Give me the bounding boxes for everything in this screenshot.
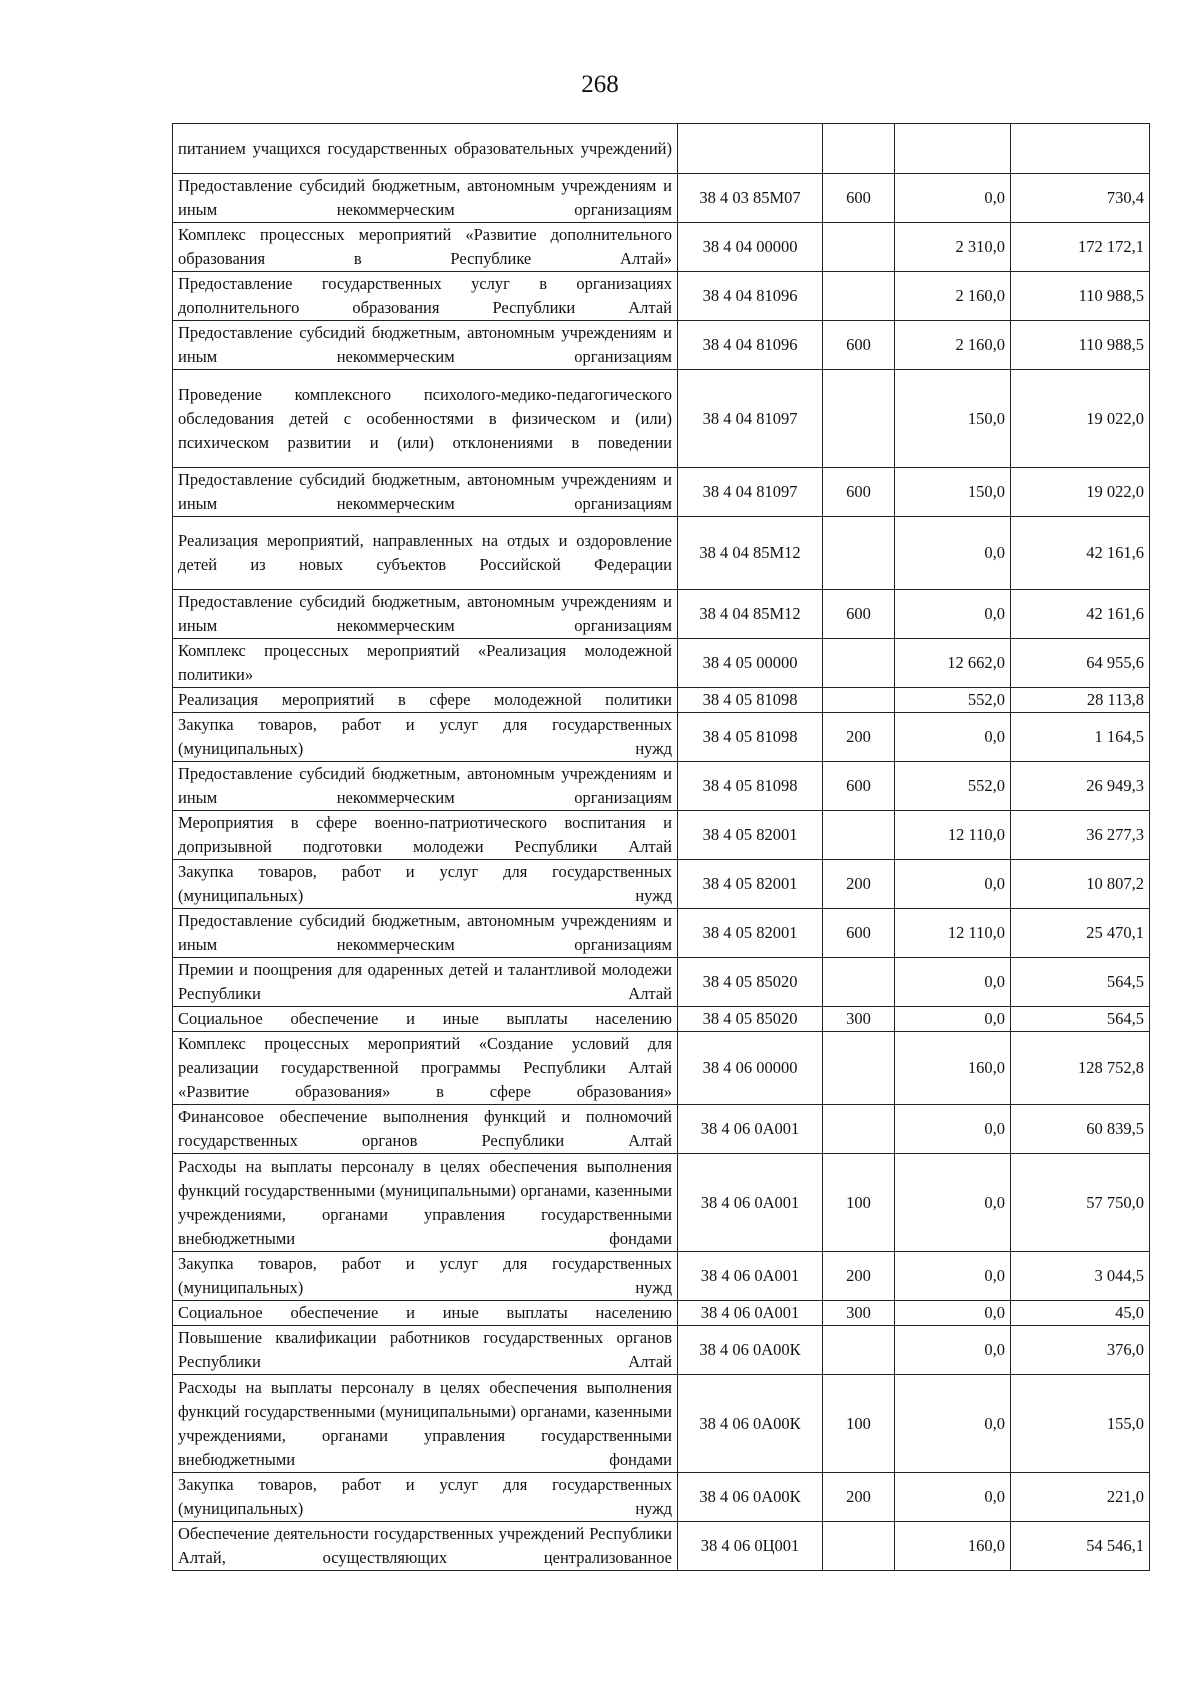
row-item-name: Мероприятия в сфере военно-патриотического воспитания и допризывной подготовки молодежи Республики Алтай xyxy=(173,811,678,860)
row-amount-2: 564,5 xyxy=(1011,1007,1150,1032)
row-amount-2: 10 807,2 xyxy=(1011,860,1150,909)
row-expense-type xyxy=(823,688,895,713)
row-target-code: 38 4 06 0А00К xyxy=(678,1375,823,1473)
row-amount-1: 0,0 xyxy=(895,1301,1011,1326)
table-row xyxy=(173,223,1150,272)
row-target-code: 38 4 04 81096 xyxy=(678,272,823,321)
row-expense-type xyxy=(823,223,895,272)
row-expense-type: 600 xyxy=(823,468,895,517)
row-target-code: 38 4 06 0А001 xyxy=(678,1154,823,1252)
row-amount-1: 150,0 xyxy=(895,370,1011,468)
row-amount-2: 45,0 xyxy=(1011,1301,1150,1326)
row-expense-type xyxy=(823,639,895,688)
table-row xyxy=(173,174,1150,223)
table-row xyxy=(173,1326,1150,1375)
row-target-code: 38 4 04 81097 xyxy=(678,370,823,468)
row-amount-2: 57 750,0 xyxy=(1011,1154,1150,1252)
row-amount-1: 0,0 xyxy=(895,1105,1011,1154)
table-row xyxy=(173,713,1150,762)
row-amount-1: 12 110,0 xyxy=(895,909,1011,958)
row-amount-2: 3 044,5 xyxy=(1011,1252,1150,1301)
row-expense-type: 200 xyxy=(823,1473,895,1522)
row-target-code xyxy=(678,124,823,174)
row-item-name: Повышение квалификации работников государственных органов Республики Алтай xyxy=(173,1326,678,1375)
row-amount-1: 0,0 xyxy=(895,590,1011,639)
row-amount-2 xyxy=(1011,124,1150,174)
row-item-name: Предоставление субсидий бюджетным, автономным учреждениям и иным некоммерческим организациям xyxy=(173,321,678,370)
row-expense-type xyxy=(823,1032,895,1105)
row-target-code: 38 4 06 0А001 xyxy=(678,1252,823,1301)
row-expense-type: 100 xyxy=(823,1154,895,1252)
table-row xyxy=(173,590,1150,639)
row-expense-type xyxy=(823,958,895,1007)
row-target-code: 38 4 05 82001 xyxy=(678,811,823,860)
row-expense-type xyxy=(823,1522,895,1571)
table-row xyxy=(173,124,1150,174)
row-expense-type: 300 xyxy=(823,1301,895,1326)
row-amount-1: 0,0 xyxy=(895,958,1011,1007)
row-expense-type xyxy=(823,1105,895,1154)
row-expense-type: 600 xyxy=(823,909,895,958)
row-amount-2: 42 161,6 xyxy=(1011,517,1150,590)
table-row xyxy=(173,860,1150,909)
table-row xyxy=(173,1154,1150,1252)
row-item-name: Социальное обеспечение и иные выплаты населению xyxy=(173,1007,678,1032)
row-expense-type: 200 xyxy=(823,1252,895,1301)
row-target-code: 38 4 06 0А00К xyxy=(678,1473,823,1522)
row-item-name: Социальное обеспечение и иные выплаты населению xyxy=(173,1301,678,1326)
row-amount-2: 1 164,5 xyxy=(1011,713,1150,762)
row-item-name: Предоставление субсидий бюджетным, автономным учреждениям и иным некоммерческим организациям xyxy=(173,590,678,639)
row-item-name: Комплекс процессных мероприятий «Реализация молодежной политики» xyxy=(173,639,678,688)
row-amount-2: 564,5 xyxy=(1011,958,1150,1007)
row-amount-2: 19 022,0 xyxy=(1011,468,1150,517)
row-item-name: Предоставление субсидий бюджетным, автономным учреждениям и иным некоммерческим организациям xyxy=(173,468,678,517)
table-row xyxy=(173,909,1150,958)
page-number: 268 xyxy=(581,71,619,98)
row-amount-2: 19 022,0 xyxy=(1011,370,1150,468)
table-row xyxy=(173,811,1150,860)
row-target-code: 38 4 04 85М12 xyxy=(678,517,823,590)
row-item-name: Предоставление государственных услуг в организациях дополнительного образования Республики Алтай xyxy=(173,272,678,321)
row-target-code: 38 4 06 0А00К xyxy=(678,1326,823,1375)
row-expense-type xyxy=(823,1326,895,1375)
row-item-name: Закупка товаров, работ и услуг для государственных (муниципальных) нужд xyxy=(173,1473,678,1522)
row-expense-type: 600 xyxy=(823,762,895,811)
row-expense-type xyxy=(823,272,895,321)
row-item-name: Расходы на выплаты персоналу в целях обеспечения выполнения функций государственными (муниципальными) органами, казенными учреждениями, органами управления государственными внебюджетными фондами xyxy=(173,1375,678,1473)
row-target-code: 38 4 06 00000 xyxy=(678,1032,823,1105)
row-amount-2: 155,0 xyxy=(1011,1375,1150,1473)
row-amount-2: 64 955,6 xyxy=(1011,639,1150,688)
row-amount-2: 25 470,1 xyxy=(1011,909,1150,958)
row-amount-1: 2 160,0 xyxy=(895,272,1011,321)
row-amount-2: 60 839,5 xyxy=(1011,1105,1150,1154)
table-row xyxy=(173,1473,1150,1522)
row-item-name: Предоставление субсидий бюджетным, автономным учреждениям и иным некоммерческим организациям xyxy=(173,762,678,811)
row-amount-2: 110 988,5 xyxy=(1011,272,1150,321)
row-amount-1: 12 662,0 xyxy=(895,639,1011,688)
row-amount-1 xyxy=(895,124,1011,174)
row-amount-1: 0,0 xyxy=(895,1007,1011,1032)
row-amount-2: 128 752,8 xyxy=(1011,1032,1150,1105)
row-target-code: 38 4 06 0А001 xyxy=(678,1105,823,1154)
table-row xyxy=(173,762,1150,811)
row-target-code: 38 4 04 00000 xyxy=(678,223,823,272)
table-row xyxy=(173,468,1150,517)
row-target-code: 38 4 04 81097 xyxy=(678,468,823,517)
row-item-name: Финансовое обеспечение выполнения функций и полномочий государственных органов Республики Алтай xyxy=(173,1105,678,1154)
row-target-code: 38 4 05 85020 xyxy=(678,958,823,1007)
row-amount-1: 0,0 xyxy=(895,1252,1011,1301)
row-item-name: Закупка товаров, работ и услуг для государственных (муниципальных) нужд xyxy=(173,860,678,909)
row-expense-type: 100 xyxy=(823,1375,895,1473)
row-target-code: 38 4 05 00000 xyxy=(678,639,823,688)
row-target-code: 38 4 04 81096 xyxy=(678,321,823,370)
row-amount-2: 54 546,1 xyxy=(1011,1522,1150,1571)
table-row xyxy=(173,958,1150,1007)
row-amount-1: 0,0 xyxy=(895,713,1011,762)
row-amount-1: 160,0 xyxy=(895,1032,1011,1105)
row-amount-1: 160,0 xyxy=(895,1522,1011,1571)
row-expense-type xyxy=(823,811,895,860)
row-amount-1: 552,0 xyxy=(895,688,1011,713)
row-item-name: Закупка товаров, работ и услуг для государственных (муниципальных) нужд xyxy=(173,1252,678,1301)
table-row xyxy=(173,1007,1150,1032)
row-amount-1: 2 160,0 xyxy=(895,321,1011,370)
row-amount-1: 2 310,0 xyxy=(895,223,1011,272)
row-expense-type xyxy=(823,370,895,468)
row-amount-1: 0,0 xyxy=(895,1473,1011,1522)
row-target-code: 38 4 05 81098 xyxy=(678,713,823,762)
row-target-code: 38 4 06 0Ц001 xyxy=(678,1522,823,1571)
table-row xyxy=(173,321,1150,370)
table-row xyxy=(173,370,1150,468)
row-expense-type: 200 xyxy=(823,860,895,909)
row-target-code: 38 4 05 82001 xyxy=(678,860,823,909)
table-row xyxy=(173,1252,1150,1301)
row-expense-type: 300 xyxy=(823,1007,895,1032)
row-expense-type: 200 xyxy=(823,713,895,762)
table-row xyxy=(173,639,1150,688)
table-row xyxy=(173,517,1150,590)
row-target-code: 38 4 05 85020 xyxy=(678,1007,823,1032)
row-amount-2: 376,0 xyxy=(1011,1326,1150,1375)
row-amount-1: 0,0 xyxy=(895,1326,1011,1375)
row-item-name: питанием учащихся государственных образовательных учреждений) xyxy=(173,124,678,174)
row-amount-2: 26 949,3 xyxy=(1011,762,1150,811)
row-target-code: 38 4 03 85М07 xyxy=(678,174,823,223)
table-row xyxy=(173,1301,1150,1326)
row-amount-1: 0,0 xyxy=(895,174,1011,223)
row-item-name: Расходы на выплаты персоналу в целях обеспечения выполнения функций государственными (муниципальными) органами, казенными учреждениями, органами управления государственными внебюджетными фондами xyxy=(173,1154,678,1252)
row-amount-2: 36 277,3 xyxy=(1011,811,1150,860)
table-row xyxy=(173,1375,1150,1473)
row-expense-type xyxy=(823,517,895,590)
row-amount-1: 150,0 xyxy=(895,468,1011,517)
row-amount-1: 0,0 xyxy=(895,860,1011,909)
row-item-name: Комплекс процессных мероприятий «Создание условий для реализации государственной программы Республики Алтай «Развитие образования» в сфере образования» xyxy=(173,1032,678,1105)
row-target-code: 38 4 06 0А001 xyxy=(678,1301,823,1326)
table-row xyxy=(173,1522,1150,1571)
row-item-name: Обеспечение деятельности государственных учреждений Республики Алтай, осуществляющих централизованное xyxy=(173,1522,678,1571)
table-row xyxy=(173,1032,1150,1105)
row-amount-2: 221,0 xyxy=(1011,1473,1150,1522)
table-row xyxy=(173,688,1150,713)
row-target-code: 38 4 05 82001 xyxy=(678,909,823,958)
row-item-name: Реализация мероприятий в сфере молодежной политики xyxy=(173,688,678,713)
row-expense-type: 600 xyxy=(823,321,895,370)
row-target-code: 38 4 05 81098 xyxy=(678,688,823,713)
row-amount-1: 0,0 xyxy=(895,517,1011,590)
budget-table xyxy=(172,123,1150,1571)
row-target-code: 38 4 05 81098 xyxy=(678,762,823,811)
row-amount-2: 28 113,8 xyxy=(1011,688,1150,713)
table-row xyxy=(173,1105,1150,1154)
budget-table-body xyxy=(173,124,1150,1571)
row-item-name: Реализация мероприятий, направленных на отдых и оздоровление детей из новых субъектов Российской Федерации xyxy=(173,517,678,590)
row-amount-1: 0,0 xyxy=(895,1375,1011,1473)
row-amount-1: 552,0 xyxy=(895,762,1011,811)
row-amount-2: 172 172,1 xyxy=(1011,223,1150,272)
row-item-name: Премии и поощрения для одаренных детей и талантливой молодежи Республики Алтай xyxy=(173,958,678,1007)
row-item-name: Предоставление субсидий бюджетным, автономным учреждениям и иным некоммерческим организациям xyxy=(173,174,678,223)
row-item-name: Комплекс процессных мероприятий «Развитие дополнительного образования в Республике Алтай» xyxy=(173,223,678,272)
row-item-name: Предоставление субсидий бюджетным, автономным учреждениям и иным некоммерческим организациям xyxy=(173,909,678,958)
row-amount-1: 0,0 xyxy=(895,1154,1011,1252)
row-expense-type: 600 xyxy=(823,590,895,639)
table-row xyxy=(173,272,1150,321)
row-amount-2: 730,4 xyxy=(1011,174,1150,223)
row-item-name: Закупка товаров, работ и услуг для государственных (муниципальных) нужд xyxy=(173,713,678,762)
row-amount-1: 12 110,0 xyxy=(895,811,1011,860)
row-amount-2: 110 988,5 xyxy=(1011,321,1150,370)
row-item-name: Проведение комплексного психолого-медико-педагогического обследования детей с особенностями в физическом и (или) психическом развитии и (или) отклонениями в поведении xyxy=(173,370,678,468)
row-target-code: 38 4 04 85М12 xyxy=(678,590,823,639)
row-amount-2: 42 161,6 xyxy=(1011,590,1150,639)
row-expense-type: 600 xyxy=(823,174,895,223)
row-expense-type xyxy=(823,124,895,174)
